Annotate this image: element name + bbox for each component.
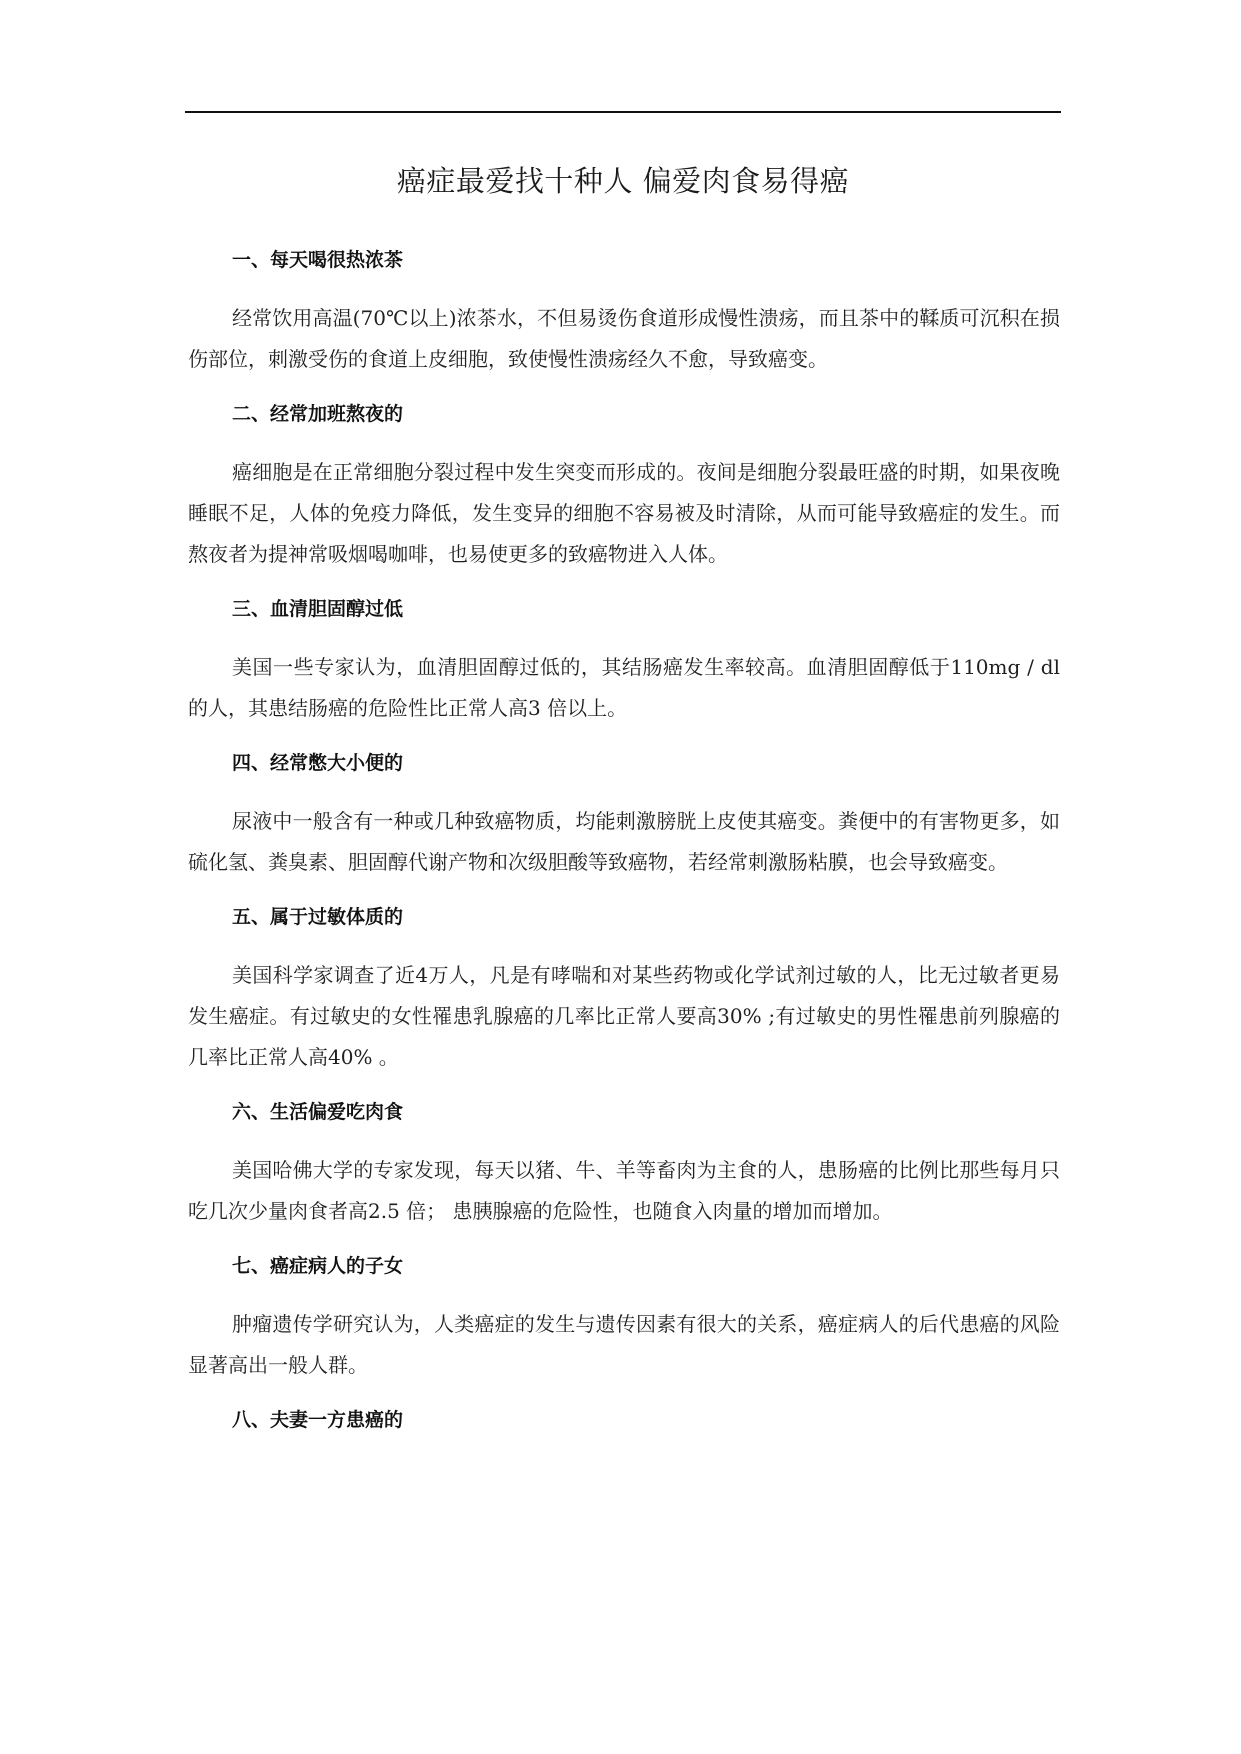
section-heading: 六、生活偏爱吃肉食 <box>232 1101 404 1123</box>
header-rule <box>185 111 1061 113</box>
section-1 <box>188 246 1060 380</box>
section-5 <box>188 903 1060 1078</box>
section-body: 经常饮用高温(70℃以上)浓茶水，不但易烫伤食道形成慢性溃疡，而且茶中的鞣质可沉积在损伤部位，刺激受伤的食道上皮细胞，致使慢性溃疡经久不愈，导致癌变。 <box>188 306 1060 371</box>
section-heading: 二、经常加班熬夜的 <box>232 403 404 425</box>
section-heading: 五、属于过敏体质的 <box>232 906 404 928</box>
section-2 <box>188 400 1060 575</box>
section-heading: 八、夫妻一方患癌的 <box>232 1409 404 1431</box>
section-body: 肿瘤遗传学研究认为，人类癌症的发生与遗传因素有很大的关系，癌症病人的后代患癌的风险显著高出一般人群。 <box>188 1312 1060 1377</box>
section-8 <box>188 1406 1060 1434</box>
section-heading: 四、经常憋大小便的 <box>232 752 404 774</box>
section-6 <box>188 1098 1060 1232</box>
section-body: 美国一些专家认为，血清胆固醇过低的，其结肠癌发生率较高。血清胆固醇低于110mg / dl 的人，其患结肠癌的危险性比正常人高3 倍以上。 <box>188 655 1060 720</box>
section-heading: 七、癌症病人的子女 <box>232 1255 404 1277</box>
section-body: 癌细胞是在正常细胞分裂过程中发生突变而形成的。夜间是细胞分裂最旺盛的时期，如果夜晚睡眠不足，人体的免疫力降低，发生变异的细胞不容易被及时清除，从而可能导致癌症的发生。而熬夜者为提神常吸烟喝咖啡，也易使更多的致癌物进入人体。 <box>188 460 1060 566</box>
section-heading: 三、血清胆固醇过低 <box>232 598 404 620</box>
document-content <box>188 246 1060 1458</box>
section-body: 尿液中一般含有一种或几种致癌物质，均能刺激膀胱上皮使其癌变。粪便中的有害物更多，如硫化氢、粪臭素、胆固醇代谢产物和次级胆酸等致癌物，若经常刺激肠粘膜，也会导致癌变。 <box>188 809 1060 874</box>
section-4 <box>188 749 1060 883</box>
document-title: 癌症最爱找十种人 偏爱肉食易得癌 <box>396 164 850 198</box>
section-body: 美国科学家调查了近4万人，凡是有哮喘和对某些药物或化学试剂过敏的人，比无过敏者更易发生癌症。有过敏史的女性罹患乳腺癌的几率比正常人要高30% ;有过敏史的男性罹患前列腺癌的几率比正常人高40% 。 <box>188 963 1060 1069</box>
section-3 <box>188 595 1060 729</box>
section-heading: 一、每天喝很热浓茶 <box>232 249 404 271</box>
section-body: 美国哈佛大学的专家发现，每天以猪、牛、羊等畜肉为主食的人，患肠癌的比例比那些每月只吃几次少量肉食者高2.5 倍； 患胰腺癌的危险性，也随食入肉量的增加而增加。 <box>188 1158 1060 1223</box>
section-7 <box>188 1252 1060 1386</box>
